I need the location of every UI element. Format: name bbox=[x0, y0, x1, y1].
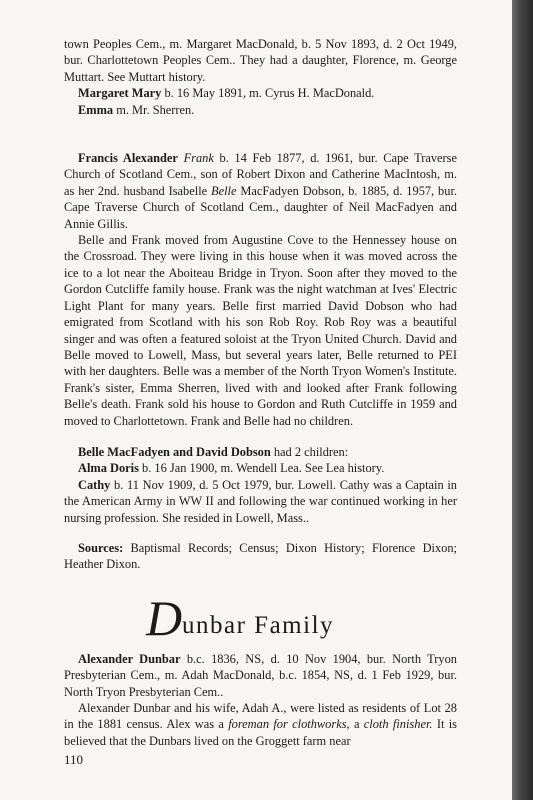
entry-alma-doris: Alma Doris b. 16 Jan 1900, m. Wendell Lea. See Lea history. bbox=[78, 461, 385, 476]
title-drop-initial: D bbox=[146, 589, 183, 646]
entry-emma: Emma m. Mr. Sherren. bbox=[78, 102, 195, 117]
name-emma: Emma bbox=[78, 102, 114, 117]
book-binding-edge bbox=[512, 0, 533, 800]
entry-cathy: Cathy b. 11 Nov 1909, d. 5 Oct 1979, bur. Lowell. Cathy was a Captain in the American Army in WW II and following the war continued working in her nursing profession. She resided in Lowell, Mass.. bbox=[64, 477, 457, 525]
name-alexander-dunbar: Alexander Dunbar bbox=[78, 651, 181, 666]
name-francis-alexander: Francis Alexander bbox=[78, 151, 178, 166]
page-number: 110 bbox=[64, 752, 84, 767]
entry-alexander-dunbar: Alexander Dunbar b.c. 1836, NS, d. 10 Nov 1904, bur. North Tryon Presbyterian Cem., m. Adah MacDonald, b.c. 1854, NS, d. 1 Feb 1929, bur. North Tryon Presbyterian Cem.. bbox=[64, 651, 457, 699]
nickname-frank: Frank bbox=[183, 151, 214, 166]
dunbar-census-paragraph: Alexander Dunbar and his wife, Adah A., were listed as residents of Lot 28 in the 1881 census. Alex was a foreman for clothworks, a cloth finisher. It is believed that the Dunbars lived on the Groggett farm near bbox=[64, 701, 457, 748]
title-text: unbar Family bbox=[182, 611, 335, 639]
belle-children-heading: Belle MacFadyen and David Dobson had 2 children: bbox=[78, 444, 349, 459]
entry-francis-alexander: Francis Alexander Frank b. 14 Feb 1877, d. 1961, bur. Cape Traverse Church of Scotland Cem., son of Robert Dixon and Catherine MacIntosh, m. as her 2nd. husband Isabelle Belle MacFadyen Dobson, b. 1885, d. 1957, bur. Cape Traverse Church of Scotland Cem., daughter of Neil MacFadyen and Annie Gillis. bbox=[64, 151, 457, 231]
entry-margaret-mary: Margaret Mary b. 16 May 1891, m. Cyrus H. MacDonald. bbox=[78, 86, 375, 101]
name-margaret-mary: Margaret Mary bbox=[78, 86, 162, 101]
sources-label: Sources: bbox=[78, 540, 124, 555]
sources: Sources: Baptismal Records; Census; Dixon History; Florence Dixon; Heather Dixon. bbox=[64, 540, 457, 572]
section-title-dunbar-family bbox=[64, 589, 457, 651]
nickname-belle: Belle bbox=[211, 183, 237, 198]
page-text bbox=[64, 36, 457, 749]
continued-paragraph: town Peoples Cem., m. Margaret MacDonald, b. 5 Nov 1893, d. 2 Oct 1949, bur. Charlottetown Peoples Cem.. They had a daughter, Florence, m. George Muttart. See Muttart history. bbox=[64, 37, 457, 84]
francis-story: Belle and Frank moved from Augustine Cove to the Hennessey house on the Crossroad. They were living in this house when it was moved across the ice to a lot near the Aboiteau Bridge in Tryon. Soon after they moved to the Gordon Cutcliffe family house. Frank was the night watchman at Ives' Electric Light Plant for many years. Belle first married David Dobson who had emigrated from Scotland with his son Rob Roy. Rob Roy was a beautiful singer and was often a featured soloist at the Tryon United Church. David and Belle moved to Lowell, Mass, but several years later, Belle returned to PEI with her daughters. Belle was a member of the North Tryon Women's Institute. Frank's sister, Emma Sherren, lived with and looked after Frank following Belle's death. Frank sold his house to Gordon and Ruth Cutcliffe in 1959 and moved to Charlottetown. Frank and Belle had no children. bbox=[64, 233, 457, 428]
